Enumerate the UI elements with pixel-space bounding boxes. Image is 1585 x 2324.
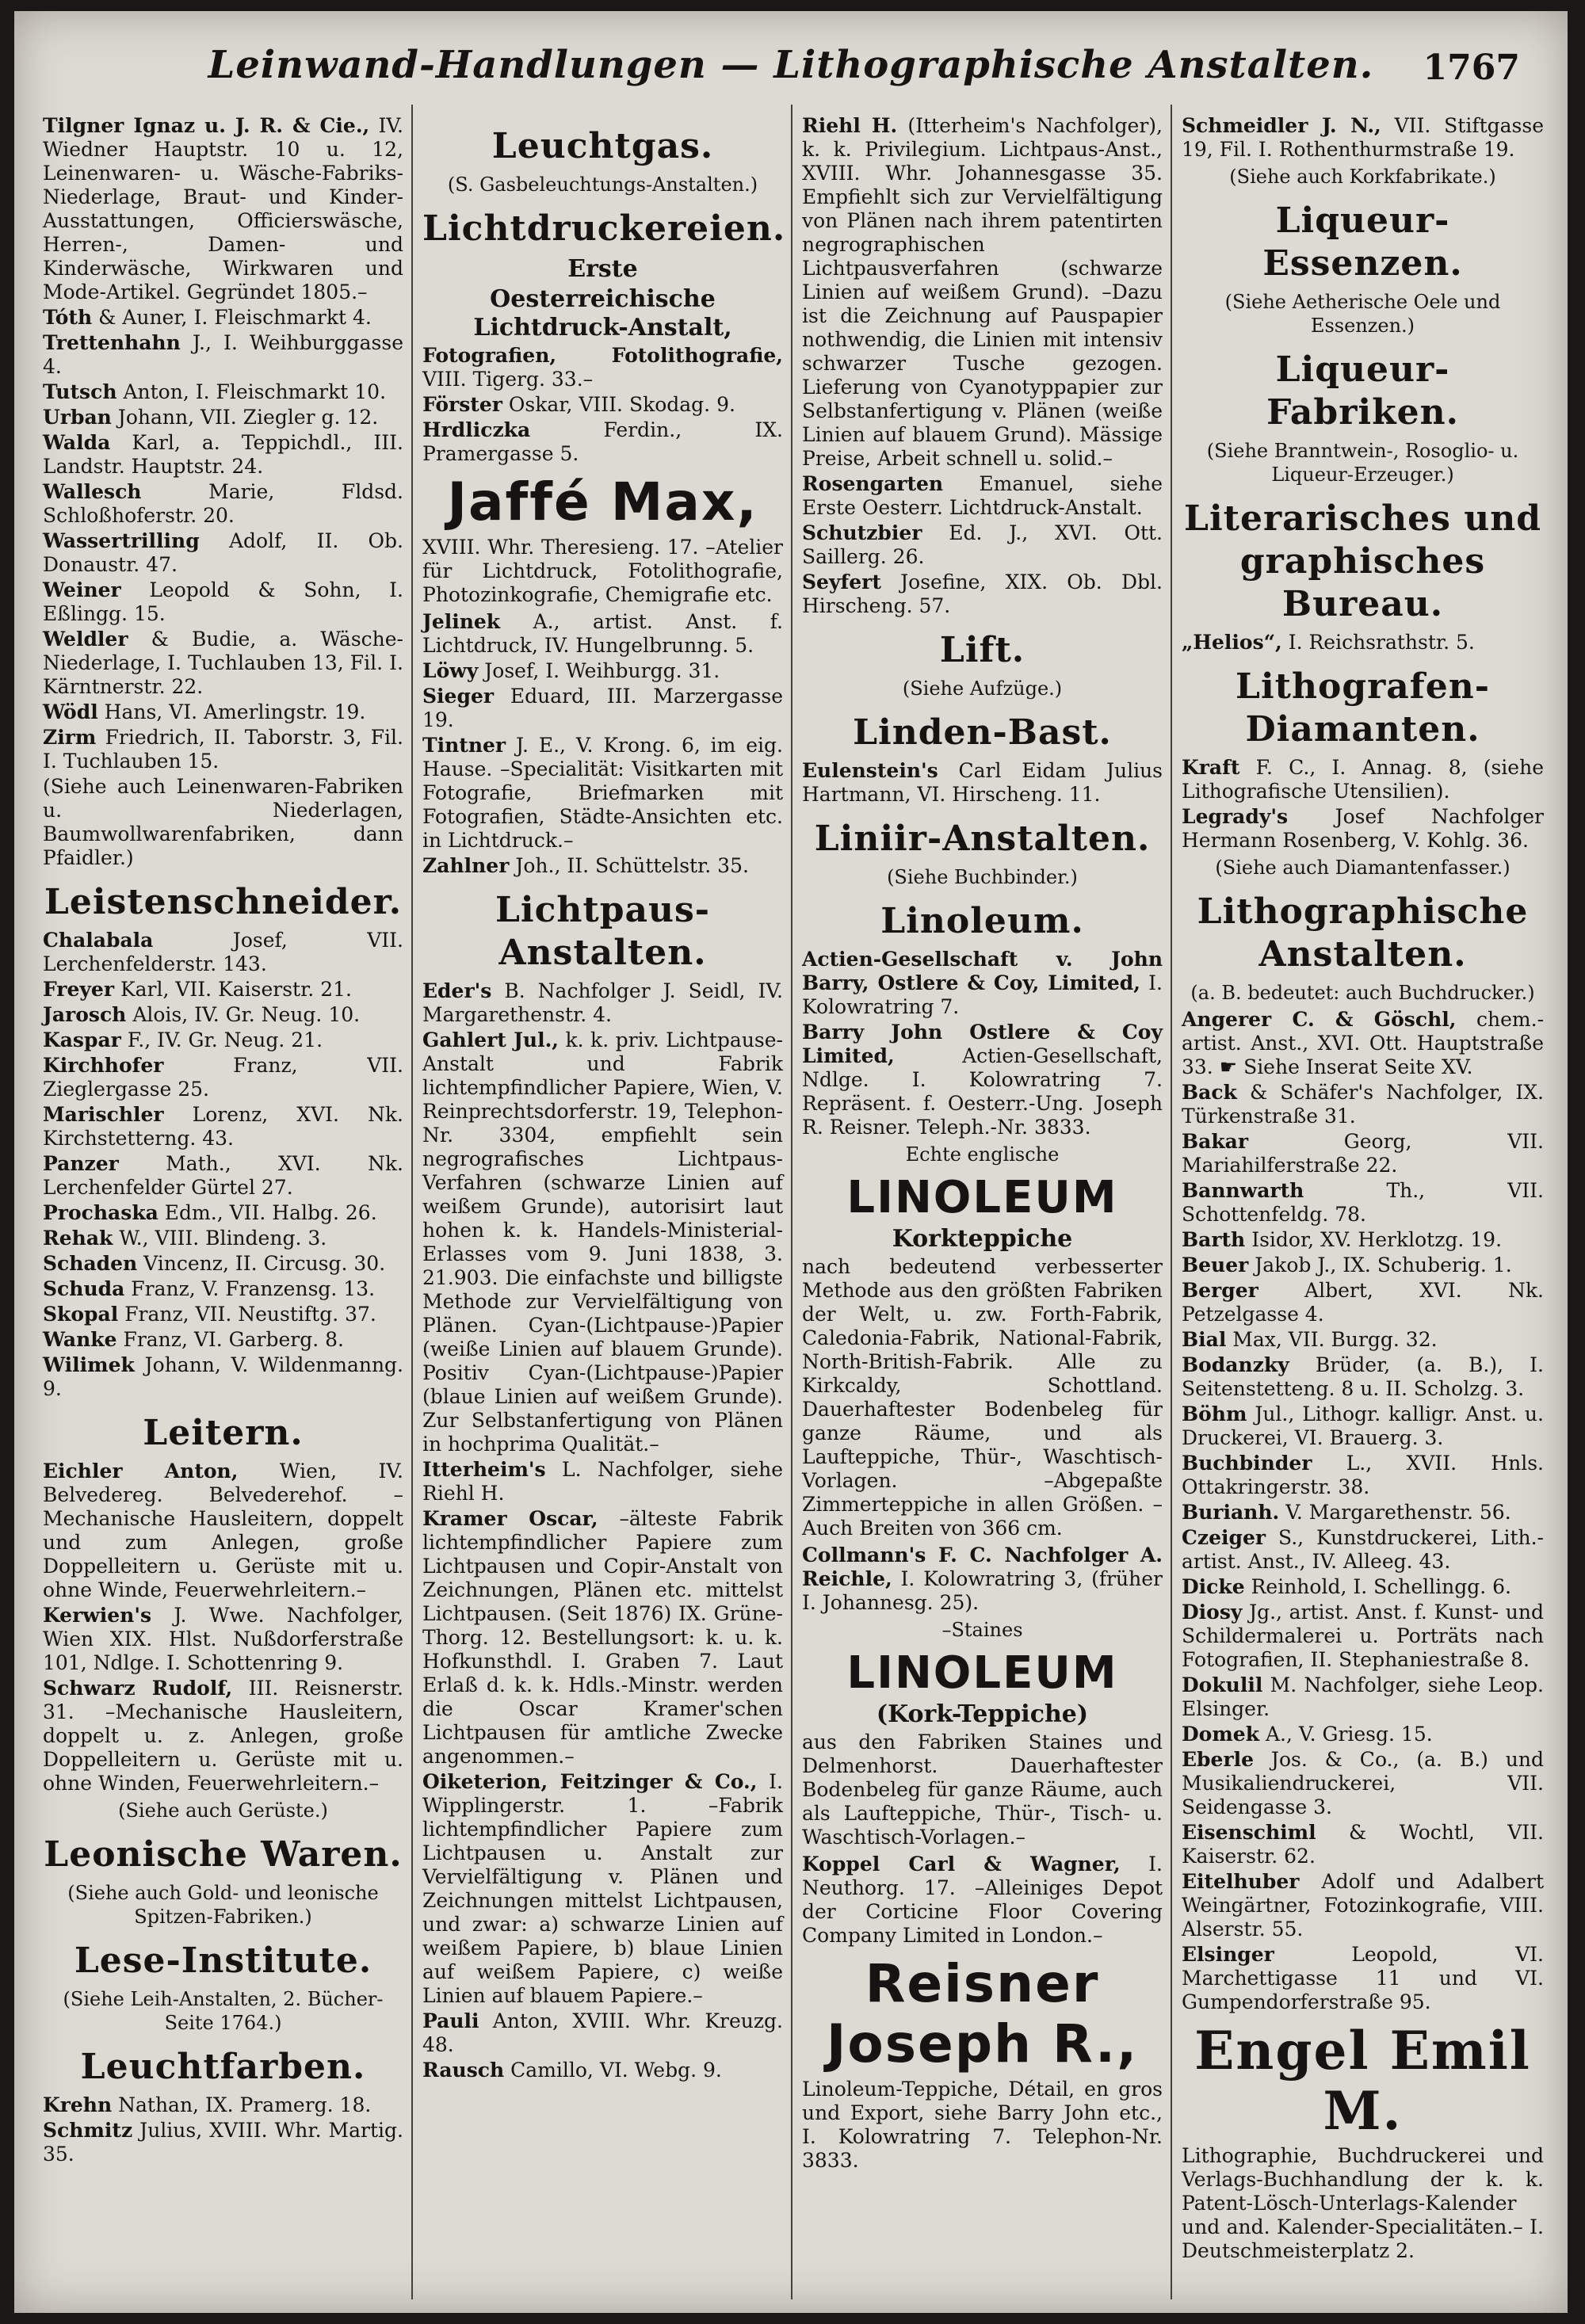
directory-entry [1182, 1501, 1544, 1525]
entry-name: Schutzbier [802, 521, 922, 544]
cross-reference-note: (S. Gasbeleuchtungs-Anstalten.) [447, 174, 758, 196]
cross-reference-note: (Siehe auch Diamantenfasser.) [1215, 857, 1511, 879]
directory-entry [43, 331, 403, 379]
directory-entry [43, 1227, 403, 1250]
entry-name: Chalabala [43, 929, 154, 952]
cross-reference-note: –Staines [941, 1619, 1023, 1641]
directory-entry [1182, 1870, 1544, 1941]
entry-name: Weldler [43, 628, 128, 651]
directory-entry [43, 1252, 403, 1276]
entry-details: Karl, VII. Kaiserstr. 21. [120, 978, 352, 1001]
directory-entry [802, 1544, 1163, 1615]
section-heading: Lift. [939, 630, 1025, 670]
directory-entry [422, 610, 783, 658]
entry-details: Johann, V. Wildenmanng. 9. [43, 1353, 403, 1400]
entry-name: Panzer [43, 1152, 119, 1175]
advert-name: Reisner Joseph R., [826, 1953, 1139, 2074]
entry-name: Eberle [1182, 1748, 1255, 1771]
directory-entry [802, 948, 1163, 1019]
directory-entry [43, 1604, 403, 1675]
entry-name: Barth [1182, 1228, 1246, 1251]
directory-entry [802, 521, 1163, 569]
entry-name: Wallesch [43, 480, 142, 503]
directory-entry [422, 685, 783, 732]
directory-entry [422, 2059, 783, 2082]
column-1 [33, 105, 413, 2299]
entry-details: I. Kolowratring 3, (früher I. Johannesg. 25). [802, 1567, 1163, 1614]
directory-entry [43, 114, 403, 304]
entry-details: Karl, a. Teppichdl., III. Landstr. Hauptstr. 24. [43, 431, 403, 478]
entry-name: Elsinger [1182, 1943, 1274, 1966]
entry-details: Lorenz, XVI. Nk. Kirchstetterng. 43. [43, 1103, 403, 1150]
entry-details: Franz, V. Franzensg. 13. [131, 1277, 376, 1300]
entry-details: Georg, VII. Mariahilferstraße 22. [1182, 1130, 1544, 1177]
entry-name: Czeiger [1182, 1526, 1266, 1549]
section-heading: Lithografen-Diamanten. [1236, 666, 1490, 750]
entry-name: Beuer [1182, 1254, 1249, 1276]
entry-details: k. k. priv. Lichtpause-Anstalt und Fabrik lichtempfindlicher Papiere, Wien, V. Reinprechtsdorferstr. 19, Telephon-Nr. 3304, empfiehlt sein negrografisches Lichtpaus-Verfahren (schwarze Linien auf weißem Grunde), autorisirt laut hohen k. k. Handels-Ministerial-Erlasses vom 9. Juni 1838, 3. 21.903. Die einfachste und billigste Methode zur Vervielfältigung von Plänen. Cyan-(Lichtpause-)Papier (weiße Linien auf blauem Grunde). Positiv Cyan-(Lichtpause-)Papier (blaue Linien auf weißem Grunde). Zur Selbstanfertigung von Plänen in hochprima Qualität.– [422, 1028, 783, 1456]
directory-entry [1182, 805, 1544, 853]
entry-details: A., artist. Anst. f. Lichtdruck, IV. Hungelbrunng. 5. [422, 610, 784, 657]
entry-details: Hans, VI. Amerlingstr. 19. [104, 700, 366, 723]
section-heading: Liqueur-Essenzen. [1262, 200, 1463, 284]
cross-reference-note: (Siehe auch Korkfabrikate.) [1229, 166, 1496, 188]
entry-name: Kerwien's [43, 1604, 152, 1627]
entry-name: Tilgner Ignaz u. J. R. & Cie., [43, 114, 370, 137]
entry-details: L., XVII. Hnls. Ottakringerstr. 38. [1182, 1452, 1544, 1498]
entry-details: Oskar, VIII. Skodag. 9. [508, 393, 735, 416]
column-4 [1172, 105, 1552, 2299]
entry-details: Julius, XVIII. Whr. Martig. 35. [43, 2119, 403, 2166]
entry-name: Eder's [422, 979, 492, 1002]
paragraph: Linoleum-Teppiche, Détail, en gros und Export, siehe Barry John etc., I. Kolowratring 7. Telephon-Nr. 3833. [802, 2078, 1163, 2172]
entry-details: Eduard, III. Marzergasse 19. [422, 685, 783, 731]
section-heading: Linden-Bast. [853, 712, 1112, 753]
section-heading: Leitern. [143, 1413, 304, 1453]
directory-page [14, 11, 1568, 2313]
directory-entry [1182, 1179, 1544, 1227]
entry-name: Jarosch [43, 1003, 127, 1026]
directory-entry [1182, 1673, 1544, 1721]
directory-entry [43, 700, 403, 724]
entry-details: A., V. Griesg. 15. [1266, 1723, 1433, 1746]
cross-reference-note: Echte englische [905, 1143, 1060, 1166]
directory-entry [1182, 1130, 1544, 1177]
entry-details: –älteste Fabrik lichtempfindlicher Papiere zum Lichtpausen und Copir-Anstalt von Zeichnungen, Plänen etc. mittelst Lichtpausen. (Seit 1876) IX. Grüne-Thorg. 12. Bestellungsort: k. u. k. Hofkunsthdl. I. Graben 7. Laut Erlaß d. k. k. Hdls.-Minstr. werden die Oscar Kramer'schen Lichtpausen für amtliche Zwecke angenommen.– [422, 1507, 783, 1768]
entry-details: F., IV. Gr. Neug. 21. [127, 1028, 323, 1051]
entry-details: Leopold & Sohn, I. Eßlingg. 15. [43, 578, 404, 625]
directory-entry [43, 1303, 403, 1326]
entry-details: Leopold, VI. Marchettigasse 11 und VI. Gumpendorferstraße 95. [1182, 1943, 1544, 2013]
directory-entry [1182, 1575, 1544, 1599]
entry-name: Schmitz [43, 2119, 133, 2142]
entry-details: (Itterheim's Nachfolger), k. k. Privilegium. Lichtpaus-Anst., XVIII. Whr. Johannesgasse 35. Empfiehlt sich zur Vervielfältigung von Plänen nach ihrem patentirten negrographischen Lichtpausverfahren (schwarze Linien auf weißem Grund). –Dazu ist die Zeichnung auf Pauspapier nothwendig, die Linien mit intensiv schwarzer Tusche gezogen. Lieferung von Cyanotyppapier zur Selbstanfertigung v. Plänen (weiße Linien auf blauem Grund). Mässige Preise, Arbeit schnell u. solid.– [802, 114, 1163, 470]
entry-name: Wassertrilling [43, 529, 200, 552]
directory-entry [43, 1003, 403, 1027]
directory-entry [422, 854, 783, 878]
entry-name: Rosengarten [802, 472, 944, 495]
directory-entry [43, 929, 403, 976]
advert-heading: LINOLEUM [846, 1172, 1118, 1223]
cross-reference-note: (Siehe Buchbinder.) [887, 866, 1078, 888]
entry-details: Edm., VII. Halbg. 26. [164, 1201, 377, 1224]
entry-name: Tóth [43, 306, 93, 329]
entry-details: IV. Wiedner Hauptstr. 10 u. 12, Leinenwaren- u. Wäsche-Fabriks-Niederlage, Braut- und Kinder-Ausstattungen, Officierswäsche, Herren-, Damen- und Kinderwäsche, Wirkwaren und Mode-Artikel. Gegründet 1805.– [43, 114, 403, 303]
section-heading: Leuchtfarben. [80, 2047, 366, 2087]
entry-name: Wödl [43, 700, 98, 723]
entry-name: Gahlert Jul., [422, 1028, 559, 1051]
entry-name: Urban [43, 406, 112, 429]
entry-name: Dicke [1182, 1575, 1245, 1598]
directory-entry [43, 628, 403, 699]
directory-entry [802, 1021, 1163, 1139]
directory-entry [43, 2119, 403, 2166]
entry-details: Johann, VII. Ziegler g. 12. [117, 406, 379, 429]
entry-details: chem.-artist. Anst., XVI. Ott. Hauptstraße 33. ☛ Siehe Inserat Seite XV. [1182, 1008, 1545, 1078]
directory-entry [422, 1458, 783, 1505]
entry-name: Löwy [422, 659, 479, 682]
directory-entry [43, 1353, 403, 1401]
directory-entry [43, 306, 403, 330]
entry-name: Berger [1182, 1279, 1258, 1302]
entry-name: Eichler Anton, [43, 1460, 239, 1483]
directory-entry [1182, 1526, 1544, 1574]
entry-name: Itterheim's [422, 1458, 546, 1481]
directory-entry [1182, 1402, 1544, 1450]
section-heading: Leuchtgas. [491, 126, 714, 166]
entry-name: Kaspar [43, 1028, 121, 1051]
directory-entry [43, 480, 403, 528]
advert-subheading: (Kork-Teppiche) [876, 1700, 1089, 1728]
entry-details: S., Kunstdruckerei, Lith.-artist. Anst., IV. Alleeg. 43. [1182, 1526, 1544, 1573]
directory-entry [43, 578, 403, 626]
entry-details: & Budie, a. Wäsche-Niederlage, I. Tuchlauben 13, Fil. I. Kärntnerstr. 22. [43, 628, 404, 698]
section-heading: Leistenschneider. [44, 882, 403, 922]
directory-entry [43, 1677, 403, 1795]
entry-details: Albert, XVI. Nk. Petzelgasse 4. [1182, 1279, 1544, 1326]
directory-entry [1182, 1228, 1544, 1252]
paragraph: aus den Fabriken Staines und Delmenhorst. Dauerhaftester Bodenbeleg für ganze Räume, auch als Laufteppiche, Thür-, Tisch- u. Waschtisch-Vorlagen.– [802, 1731, 1163, 1849]
entry-details: Franz, VII. Neustiftg. 37. [124, 1303, 376, 1326]
entry-name: Prochaska [43, 1201, 158, 1224]
directory-entry [1182, 1081, 1544, 1128]
entry-details: Actien-Gesellschaft, Ndlge. I. Kolowratring 7. Repräsent. f. Oesterr.-Ung. Joseph R. Reisner. Teleph.-Nr. 3833. [802, 1044, 1163, 1139]
entry-details: Jul., Lithogr. kalligr. Anst. u. Druckerei, VI. Brauerg. 3. [1182, 1402, 1544, 1449]
advert-subheading: Korkteppiche [892, 1225, 1073, 1253]
cross-reference-note: (Siehe auch Gerüste.) [118, 1799, 328, 1822]
entry-name: Diosy [1182, 1601, 1243, 1624]
title-line: Erste [567, 255, 638, 283]
directory-entry [43, 726, 403, 773]
entry-name: Wanke [43, 1328, 117, 1351]
paragraph: nach bedeutend verbesserter Methode aus den größten Fabriken der Welt, u. zw. Forth-Fabrik, Caledonia-Fabrik, National-Fabrik, North-British-Fabrik. Alle zu Kirkcaldy, Schottland. Dauerhaftester Bodenbeleg für ganze Räume, und als Laufteppiche, Thür-, Waschtisch-Vorlagen. –Abgepaßte Zimmerteppiche in allen Größen. –Auch Breiten von 366 cm. [802, 1255, 1163, 1540]
entry-details: Reinhold, I. Schellingg. 6. [1251, 1575, 1511, 1598]
entry-details: Emanuel, siehe Erste Oesterr. Lichtdruck-Anstalt. [802, 472, 1163, 519]
entry-details: Nathan, IX. Pramerg. 18. [118, 2093, 372, 2116]
directory-entry [43, 2093, 403, 2117]
entry-details: VIII. Tigerg. 33.– [422, 368, 594, 391]
entry-name: Jelinek [422, 610, 501, 633]
entry-name: Hrdliczka [422, 418, 531, 441]
directory-entry [43, 978, 403, 1002]
entry-name: Schaden [43, 1252, 138, 1275]
entry-details: B. Nachfolger J. Seidl, IV. Margarethenstr. 4. [422, 979, 783, 1026]
entry-name: Barry John Ostlere & Coy Limited, [802, 1021, 1163, 1067]
entry-name: Zahlner [422, 854, 510, 877]
entry-details: I. Reichsrathstr. 5. [1288, 631, 1475, 654]
entry-name: Förster [422, 393, 502, 416]
entry-name: Riehl H. [802, 114, 898, 137]
section-heading: Liqueur-Fabriken. [1266, 349, 1459, 433]
page-number: 1767 [1423, 48, 1520, 88]
cross-reference-note: (Siehe Aetherische Oele und Essenzen.) [1224, 291, 1501, 337]
entry-details: Max, VII. Burgg. 32. [1232, 1328, 1438, 1351]
entry-name: Tintner [422, 734, 506, 757]
entry-details: Franz, VI. Garberg. 8. [123, 1328, 344, 1351]
directory-entry [1182, 1723, 1544, 1746]
entry-name: Burianh. [1182, 1501, 1280, 1524]
entry-name: Seyfert [802, 571, 881, 593]
entry-details: Jg., artist. Anst. f. Kunst- und Schildermalerei u. Porträts nach Fotografien, II. Stephaniestraße 8. [1182, 1601, 1544, 1671]
entry-details: I. Wipplingerstr. 1. –Fabrik lichtempfindlicher Papiere zum Lichtpausen u. Anstalt zur Vervielfältigung v. Plänen und Zeichnungen mittelst Lichtpausen, und zwar: a) schwarze Linien auf weißem Papiere, b) blaue Linien auf weißem Papiere, c) weiße Linien auf blauem Papiere.– [422, 1770, 783, 2007]
entry-details: Anton, XVIII. Whr. Kreuzg. 48. [422, 2009, 783, 2056]
directory-entry [43, 1152, 403, 1200]
directory-entry [1182, 1353, 1544, 1401]
directory-entry [43, 1201, 403, 1225]
directory-entry [1182, 1254, 1544, 1277]
section-heading: Lichtdruckereien. [422, 208, 786, 249]
entry-details: Franz, VII. Zieglergasse 25. [43, 1054, 403, 1101]
entry-details: J. Wwe. Nachfolger, Wien XIX. Hlst. Nußdorferstraße 101, Ndlge. I. Schottenring 9. [43, 1604, 404, 1674]
cross-reference-note: (a. B. bedeutet: auch Buchdrucker.) [1190, 982, 1535, 1004]
directory-entry [1182, 1452, 1544, 1499]
entry-details: V. Margarethenstr. 56. [1285, 1501, 1511, 1524]
directory-entry [802, 571, 1163, 618]
entry-name: Kirchhofer [43, 1054, 164, 1077]
directory-entry [43, 380, 403, 404]
entry-name: Sieger [422, 685, 495, 708]
directory-entry [1182, 1601, 1544, 1672]
entry-name: Trettenhahn [43, 331, 181, 354]
entry-details: Th., VII. Schottenfeldg. 78. [1182, 1179, 1544, 1226]
entry-details: J., I. Weihburggasse 4. [43, 331, 403, 378]
entry-name: Dokulil [1182, 1673, 1263, 1696]
entry-details: I. Neuthorg. 17. –Alleiniges Depot der Corticine Floor Covering Company Limited in London.– [802, 1853, 1163, 1947]
directory-entry [1182, 1328, 1544, 1352]
entry-name: Bodanzky [1182, 1353, 1289, 1376]
entry-details: Josef Nachfolger Hermann Rosenberg, V. Kohlg. 36. [1182, 805, 1544, 852]
entry-name: Domek [1182, 1723, 1260, 1746]
cross-reference-note: (Siehe Leih-Anstalten, 2. Bücher-Seite 1764.) [63, 1988, 384, 2034]
entry-details: W., VIII. Blindeng. 3. [119, 1227, 327, 1250]
entry-name: Tutsch [43, 380, 117, 403]
section-heading: Literarisches und graphisches Bureau. [1184, 498, 1541, 624]
entry-name: Krehn [43, 2093, 113, 2116]
directory-entry [1182, 114, 1544, 162]
entry-details: Adolf und Adalbert Weingärtner, Fotozinkografie, VIII. Alserstr. 55. [1182, 1870, 1544, 1940]
entry-name: Böhm [1182, 1402, 1247, 1425]
entry-name: Bannwarth [1182, 1179, 1304, 1202]
entry-details: III. Reisnerstr. 31. –Mechanische Hausleitern, doppelt u. z. Anlegen, große Doppelleitern u. Gerüste mit u. ohne Winden, Feuerwehrleitern.– [43, 1677, 404, 1795]
entry-details: Math., XVI. Nk. Lerchenfelder Gürtel 27. [43, 1152, 403, 1199]
directory-entry [1182, 1008, 1544, 1079]
entry-name: Back [1182, 1081, 1237, 1104]
section-heading: Lichtpaus-Anstalten. [495, 890, 711, 973]
entry-name: Kraft [1182, 756, 1240, 779]
directory-entry [43, 1277, 403, 1301]
entry-details: Carl Eidam Julius Hartmann, VI. Hirscheng. 11. [802, 759, 1163, 806]
title-line: Oesterreichische Lichtdruck-Anstalt, [473, 285, 732, 342]
entry-name: Kramer Oscar, [422, 1507, 598, 1530]
directory-entry [802, 114, 1163, 471]
directory-entry [1182, 756, 1544, 803]
entry-name: Actien-Gesellschaft v. John Barry, Ostlere & Coy, Limited, [802, 948, 1163, 994]
directory-entry [422, 1507, 783, 1769]
entry-name: Eulenstein's [802, 759, 938, 782]
column-2 [413, 105, 792, 2299]
entry-details: Camillo, VI. Webg. 9. [510, 2059, 722, 2082]
entry-name: Fotografien, Fotolithografie, [422, 344, 783, 367]
directory-entry [43, 529, 403, 577]
directory-entry [1182, 1748, 1544, 1819]
directory-entry [422, 418, 783, 466]
columns [33, 105, 1553, 2299]
entry-name: Zirm [43, 726, 97, 749]
entry-name: Legrady's [1182, 805, 1289, 828]
paragraph: XVIII. Whr. Theresieng. 17. –Atelier für Lichtdruck, Fotolithografie, Photozinkografie, Chemigrafie etc. [422, 536, 783, 606]
entry-details: Isidor, XV. Herklotzg. 19. [1251, 1228, 1503, 1251]
entry-details: Jakob J., IX. Schuberig. 1. [1255, 1254, 1512, 1276]
directory-entry [43, 406, 403, 429]
entry-details: Josef, I. Weihburgg. 31. [484, 659, 720, 682]
entry-details: Alois, IV. Gr. Neug. 10. [132, 1003, 361, 1026]
entry-name: Bial [1182, 1328, 1227, 1351]
entry-name: Rehak [43, 1227, 113, 1250]
directory-entry [43, 1028, 403, 1052]
entry-details: L. Nachfolger, siehe Riehl H. [422, 1458, 783, 1505]
entry-details: Marie, Fldsd. Schloßhoferstr. 20. [43, 480, 404, 527]
section-heading: Leonische Waren. [44, 1834, 403, 1875]
paragraph: Lithographie, Buchdruckerei und Verlags-Buchhandlung der k. k. Patent-Lösch-Unterlags-Kalender und and. Kalender-Specialitäten.– I. Deutschmeisterplatz 2. [1182, 2144, 1544, 2262]
directory-entry [1182, 1943, 1544, 2014]
entry-name: Rausch [422, 2059, 505, 2082]
directory-entry [1182, 631, 1544, 654]
advert-name: Engel Emil M. [1194, 2020, 1531, 2142]
entry-name: Collmann's F. C. Nachfolger A. Reichle, [802, 1544, 1163, 1590]
entry-details: Ed. J., XVI. Ott. Saillerg. 26. [802, 521, 1163, 568]
entry-name: Marischler [43, 1103, 164, 1126]
section-heading: Liniir-Anstalten. [814, 819, 1151, 859]
entry-name: Schwarz Rudolf, [43, 1677, 233, 1700]
entry-details: Friedrich, II. Taborstr. 3, Fil. I. Tuchlauben 15. [43, 726, 403, 773]
entry-name: „Helios“, [1182, 631, 1282, 654]
directory-entry [802, 1853, 1163, 1948]
directory-entry [1182, 1821, 1544, 1868]
entry-details: Wien, IV. Belvedereg. Belvederehof. –Mechanische Hausleitern, doppelt und zum Anlegen, große Doppelleitern u. Gerüste mit u. ohne Winde, Feuerwehrleitern.– [43, 1460, 403, 1601]
entry-name: Skopal [43, 1303, 119, 1326]
directory-entry [1182, 1279, 1544, 1326]
entry-details: Anton, I. Fleischmarkt 10. [123, 380, 387, 403]
entry-name: Pauli [422, 2009, 479, 2032]
cross-reference-note: (Siehe Aufzüge.) [902, 677, 1063, 700]
directory-entry [43, 431, 403, 479]
cross-reference-note: (Siehe auch Gold- und leonische Spitzen-Fabriken.) [67, 1882, 379, 1928]
advert-name: Jaffé Max, [447, 471, 758, 532]
directory-entry [43, 1328, 403, 1352]
entry-details: & Auner, I. Fleischmarkt 4. [98, 306, 372, 329]
entry-details: Josefine, XIX. Ob. Dbl. Hirscheng. 57. [802, 571, 1163, 617]
entry-details: Vincenz, II. Circusg. 30. [143, 1252, 386, 1275]
directory-entry [43, 1103, 403, 1151]
entry-name: Koppel Carl & Wagner, [802, 1853, 1121, 1876]
entry-details: J. E., V. Krong. 6, im eig. Hause. –Specialität: Visitkarten mit Fotografie, Briefmarken mit Fotografien, Städte-Ansichten etc. in Lichtdruck.– [422, 734, 783, 852]
entry-name: Wilimek [43, 1353, 135, 1376]
column-3 [792, 105, 1172, 2299]
directory-entry [802, 472, 1163, 520]
entry-details: Jos. & Co., (a. B.) und Musikaliendruckerei, VII. Seidengasse 3. [1182, 1748, 1545, 1818]
entry-details: Brüder, (a. B.), I. Seitenstetteng. 8 u. II. Scholzg. 3. [1182, 1353, 1544, 1400]
directory-entry [422, 393, 783, 417]
entry-name: Bakar [1182, 1130, 1249, 1153]
directory-entry [422, 1770, 783, 2008]
advert-heading: LINOLEUM [846, 1647, 1118, 1699]
paragraph: (Siehe auch Leinenwaren-Fabriken u. Niederlagen, Baumwollwarenfabriken, dann Pfaidler.) [43, 775, 403, 869]
entry-name: Freyer [43, 978, 114, 1001]
directory-entry [422, 659, 783, 683]
entry-details: & Schäfer's Nachfolger, IX. Türkenstraße 31. [1182, 1081, 1544, 1128]
entry-name: Schmeidler J. N., [1182, 114, 1381, 137]
entry-name: Buchbinder [1182, 1452, 1312, 1475]
entry-name: Oiketerion, Feitzinger & Co., [422, 1770, 758, 1793]
directory-entry [422, 1028, 783, 1456]
entry-details: M. Nachfolger, siehe Leop. Elsinger. [1182, 1673, 1544, 1720]
entry-details: Josef, VII. Lerchenfelderstr. 143. [43, 929, 403, 975]
section-heading: Lithographische Anstalten. [1197, 891, 1529, 975]
directory-entry [43, 1054, 403, 1101]
section-heading: Linoleum. [880, 901, 1084, 941]
directory-entry [422, 734, 783, 853]
entry-name: Eitelhuber [1182, 1870, 1300, 1893]
running-head: Leinwand-Handlungen — Lithographische Anstalten. [208, 43, 1374, 87]
entry-details: Joh., II. Schüttelstr. 35. [515, 854, 749, 877]
section-heading: Lese-Institute. [74, 1940, 372, 1981]
directory-entry [43, 1460, 403, 1602]
entry-name: Schuda [43, 1277, 125, 1300]
cross-reference-note: (Siehe Branntwein-, Rosoglio- u. Liqueur-Erzeuger.) [1206, 440, 1519, 486]
entry-details: & Wochtl, VII. Kaiserstr. 62. [1182, 1821, 1544, 1868]
entry-details: F. C., I. Annag. 8, (siehe Lithografische Utensilien). [1182, 756, 1544, 803]
directory-entry [422, 344, 783, 391]
entry-details: VII. Stiftgasse 19, Fil. I. Rothenthurmstraße 19. [1182, 114, 1544, 161]
entry-details: I. Kolowratring 7. [802, 971, 1163, 1018]
directory-entry [802, 759, 1163, 807]
directory-entry [422, 2009, 783, 2057]
entry-name: Angerer C. & Göschl, [1182, 1008, 1457, 1031]
entry-details: Adolf, II. Ob. Donaustr. 47. [43, 529, 403, 576]
entry-name: Weiner [43, 578, 121, 601]
entry-details: Ferdin., IX. Pramergasse 5. [422, 418, 783, 465]
entry-name: Walda [43, 431, 111, 454]
entry-name: Eisenschiml [1182, 1821, 1316, 1844]
directory-entry [422, 979, 783, 1027]
